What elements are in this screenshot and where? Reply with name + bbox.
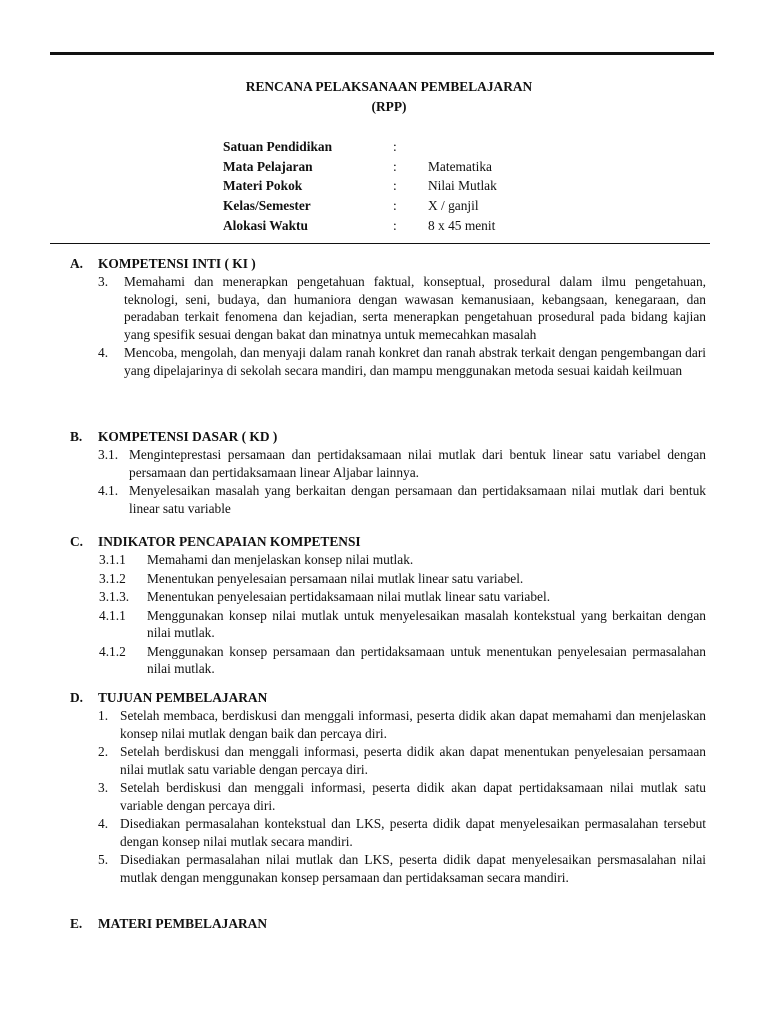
section-title: KOMPETENSI INTI ( KI ) xyxy=(98,256,256,271)
document-title: RENCANA PELAKSANAAN PEMBELAJARAN xyxy=(245,79,533,94)
item-text: Memahami dan menerapkan pengetahuan faktual, konseptual, prosedural dalam ilmu pengetahuan, teknologi, seni, budaya, dan humaniora dengan wawasan kemanusiaan, kebangsaan, kenegaraan, dan peradaban terkait fenomena dan kejadian, serta menerapkan pengetahuan prosedural pada bidang kajian yang spesifik sesuai dengan bakat dan minatnya untuk memecahkan masalah xyxy=(124,274,706,342)
meta-label: Alokasi Waktu xyxy=(223,217,308,233)
item-number: 4.1.2 xyxy=(99,643,126,659)
section-tujuan xyxy=(70,689,706,887)
section-kompetensi-inti xyxy=(70,255,706,380)
section-title: KOMPETENSI DASAR ( KD ) xyxy=(98,429,278,444)
item-text: Menggunakan konsep nilai mutlak untuk menyelesaikan masalah kontekstual yang berkaitan dengan nilai mutlak. xyxy=(147,607,706,640)
meta-colon: : xyxy=(393,158,397,174)
meta-value: Nilai Mutlak xyxy=(428,178,497,194)
section-heading xyxy=(70,255,706,273)
item-number: 4.1.1 xyxy=(99,607,126,623)
top-divider xyxy=(50,52,714,55)
item-text: Setelah berdiskusi dan menggali informasi, peserta didik akan dapat menentukan penyelesaian persamaan nilai mutlak satu variable dengan percaya diri. xyxy=(120,744,706,777)
list-item xyxy=(98,482,706,517)
item-text: Disediakan permasalahan kontekstual dan LKS, peserta didik dapat menyelesaikan permasalahan tersebut dengan konsep nilai mutlak secara mandiri. xyxy=(120,816,706,849)
section-letter: C. xyxy=(70,534,84,549)
meta-label: Mata Pelajaran xyxy=(223,158,313,174)
item-text: Disediakan permasalahan nilai mutlak dan LKS, peserta didik dapat menyelesaikan persmasalahan nilai mutlak dengan menggunakan konsep persamaan dan pertidaksaman secara mandiri. xyxy=(120,852,706,885)
meta-colon: : xyxy=(393,217,397,233)
list-item xyxy=(98,743,706,778)
meta-colon: : xyxy=(393,178,397,194)
section-heading xyxy=(70,689,706,707)
section-title: INDIKATOR PENCAPAIAN KOMPETENSI xyxy=(98,534,361,549)
section-heading xyxy=(70,533,706,551)
item-number: 4. xyxy=(98,816,109,831)
list-item xyxy=(98,273,706,343)
section-title: MATERI PEMBELAJARAN xyxy=(98,916,267,931)
item-text: Memahami dan menjelaskan konsep nilai mutlak. xyxy=(147,552,414,567)
list-item xyxy=(99,607,706,642)
document-subtitle: (RPP) xyxy=(371,99,407,114)
section-letter: D. xyxy=(70,690,84,705)
list-item xyxy=(98,815,706,850)
item-number: 4. xyxy=(98,345,109,360)
item-text: Menginteprestasi persamaan dan pertidaksamaan nilai mutlak dari bentuk linear satu variabel dengan persamaan dan pertidaksamaan linear Aljabar lainnya. xyxy=(129,447,706,480)
section-heading xyxy=(70,915,706,933)
list-item xyxy=(98,344,706,379)
list-item xyxy=(99,551,706,569)
list-item xyxy=(98,779,706,814)
section-indikator xyxy=(70,533,706,679)
list-item xyxy=(99,643,706,678)
meta-value: X / ganjil xyxy=(428,198,479,214)
meta-value: Matematika xyxy=(428,158,492,174)
item-number: 3.1.3. xyxy=(99,589,130,604)
section-heading xyxy=(70,428,706,446)
item-number: 3. xyxy=(98,274,109,289)
list-item xyxy=(98,707,706,742)
item-text: Menyelesaikan masalah yang berkaitan dengan persamaan dan pertidaksamaan nilai mutlak dari bentuk linear satu variable xyxy=(129,483,706,516)
item-number: 5. xyxy=(98,852,109,867)
item-text: Menentukan penyelesaian pertidaksamaan nilai mutlak linear satu variabel. xyxy=(147,589,551,604)
item-text: Mencoba, mengolah, dan menyaji dalam ranah konkret dan ranah abstrak terkait dengan pengembangan dari yang dipelajarinya di sekolah secara mandiri, dan mampu menggunakan metoda sesuai kaidah keilmuan xyxy=(124,345,706,378)
item-number: 3.1.1 xyxy=(99,552,126,567)
item-number: 3.1. xyxy=(98,447,119,462)
list-item xyxy=(99,570,706,588)
item-text: Setelah membaca, berdiskusi dan menggali informasi, peserta didik akan dapat memahami dan menjelaskan konsep nilai mutlak dengan baik dan percaya diri. xyxy=(120,708,706,741)
list-item xyxy=(99,588,706,606)
header-divider xyxy=(50,243,710,244)
item-number: 4.1. xyxy=(98,483,119,498)
item-text: Menggunakan konsep persamaan dan pertidaksamaan untuk menentukan penyelesaian permasalahan nilai mutlak. xyxy=(147,643,706,676)
section-letter: B. xyxy=(70,429,83,444)
section-letter: E. xyxy=(70,916,83,931)
item-number: 3. xyxy=(98,780,109,795)
meta-label: Kelas/Semester xyxy=(223,198,311,214)
meta-label: Satuan Pendidikan xyxy=(223,139,333,154)
list-item xyxy=(98,851,706,886)
list-item xyxy=(98,446,706,481)
meta-colon: : xyxy=(393,198,397,214)
meta-label: Materi Pokok xyxy=(223,178,303,194)
item-text: Setelah berdiskusi dan menggali informasi, peserta didik akan dapat pertidaksamaan nilai mutlak satu variable dengan percaya diri. xyxy=(120,780,706,813)
meta-value: 8 x 45 menit xyxy=(428,217,496,233)
meta-colon: : xyxy=(393,139,397,154)
section-materi xyxy=(70,915,706,933)
item-number: 3.1.2 xyxy=(99,570,126,586)
item-number: 1. xyxy=(98,708,109,723)
item-text: Menentukan penyelesaian persamaan nilai mutlak linear satu variabel. xyxy=(147,570,524,586)
section-title: TUJUAN PEMBELAJARAN xyxy=(98,690,268,705)
item-number: 2. xyxy=(98,744,109,759)
section-kompetensi-dasar xyxy=(70,428,706,518)
section-letter: A. xyxy=(70,256,84,271)
